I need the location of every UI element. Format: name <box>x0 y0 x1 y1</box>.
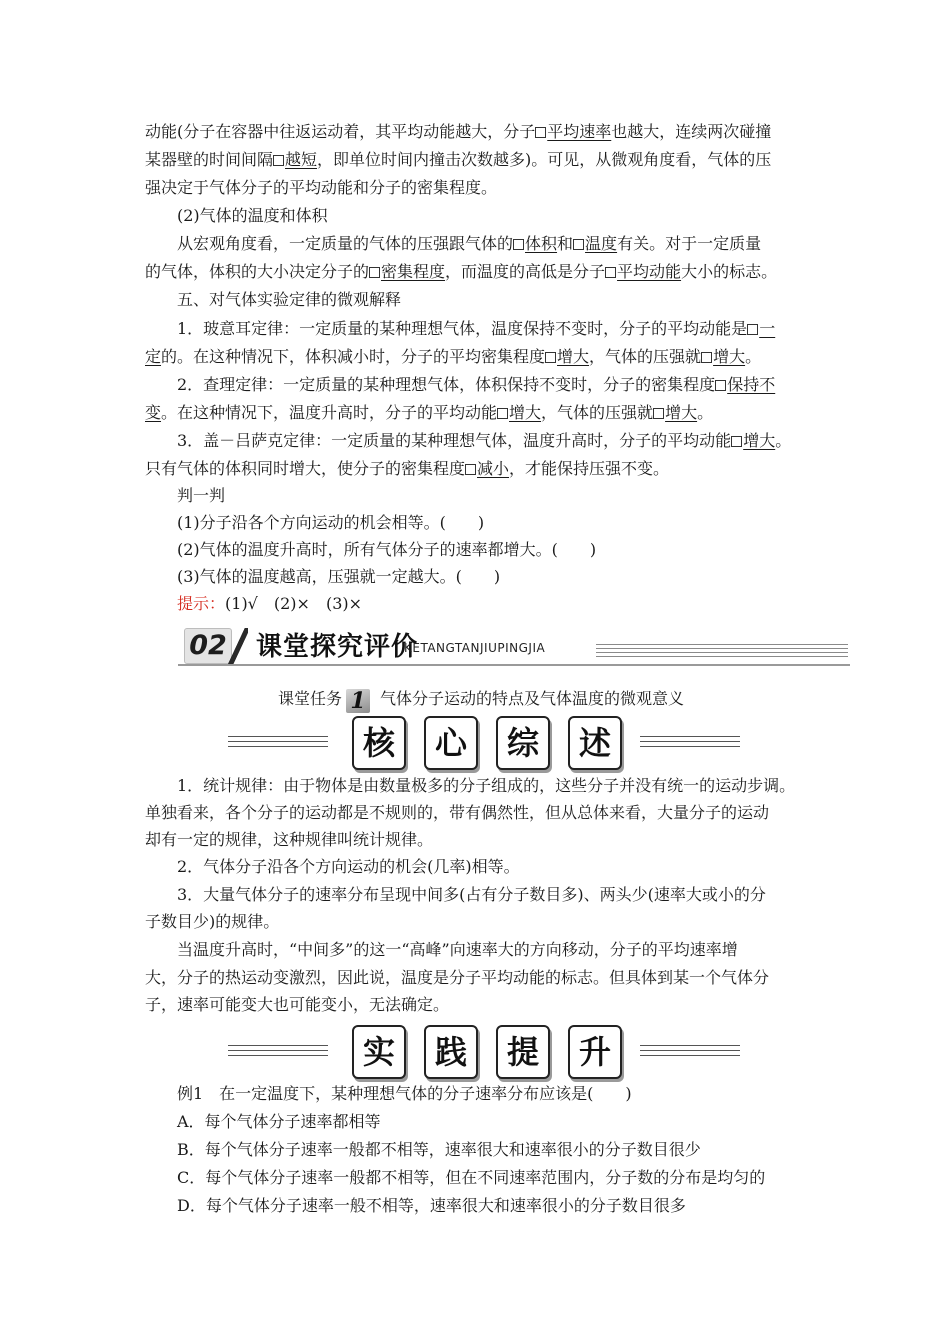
hint-answers: (1)√ (2)× (3)× <box>225 594 363 613</box>
fill-blank <box>715 375 775 394</box>
banner-lines-decoration <box>596 644 848 658</box>
blank-box-icon <box>513 239 524 250</box>
blank-answer: 体积 <box>525 234 558 253</box>
banner-underline <box>178 664 850 666</box>
text: ，即单位时间内撞击次数越多)。可见，从微观角度看，气体的压 <box>317 150 772 169</box>
core-p3-line1: 3．大量气体分子的速率分布呈现中间多(占有分子数目多)、两头少(速率大或小的分 <box>177 885 766 904</box>
blank-answer: 变 <box>145 403 162 422</box>
task-title-line <box>278 686 684 713</box>
law3-line1 <box>177 430 847 452</box>
blank-answer: 温度 <box>585 234 618 253</box>
fill-blank <box>545 347 589 366</box>
judge-item-2: (2)气体的温度升高时，所有气体分子的速率都增大。( ) <box>177 540 597 559</box>
text: 的气体，体积的大小决定分子的 <box>145 262 370 281</box>
text: 的。在这种情况下，体积减小时，分子的平均密集程度 <box>161 347 546 366</box>
para2-line2 <box>145 261 815 283</box>
blank-box-icon <box>653 408 664 419</box>
fill-blank <box>605 262 681 281</box>
header-char: 核 <box>352 716 406 770</box>
blank-box-icon <box>731 436 742 447</box>
section-title: 课堂探究评价 <box>256 632 419 662</box>
text: ，气体的压强就 <box>589 347 702 366</box>
blank-answer: 增大 <box>713 347 746 366</box>
section-pinyin: KETANGTANJIUPINGJIA <box>404 641 546 655</box>
text: 。 <box>697 403 714 422</box>
practice-header <box>228 1025 748 1081</box>
header-lines-left <box>228 736 328 748</box>
blank-box-icon <box>535 127 546 138</box>
header-char: 综 <box>496 716 550 770</box>
header-char: 提 <box>496 1025 550 1079</box>
text: ，气体的压强就 <box>541 403 654 422</box>
header-lines-left <box>228 1045 328 1057</box>
text: 从宏观角度看，一定质量的气体的压强跟气体的 <box>177 234 514 253</box>
example-option-a: A．每个气体分子速率都相等 <box>177 1112 381 1131</box>
header-char: 心 <box>424 716 478 770</box>
blank-answer: 减小 <box>477 459 510 478</box>
text: 。在这种情况下，温度升高时，分子的平均动能 <box>161 403 498 422</box>
core-p1-line2: 单独看来，各个分子的运动都是不规则的，带有偶然性，但从总体来看，大量分子的运动 <box>145 803 770 822</box>
fill-blank <box>653 403 697 422</box>
law1-line1 <box>177 318 847 340</box>
blank-answer: 平均速率 <box>547 122 612 141</box>
blank-box-icon <box>701 352 712 363</box>
core-p4-line3: 子，速率可能变大也可能变小，无法确定。 <box>145 995 450 1014</box>
judge-item-3: (3)气体的温度越高，压强就一定越大。( ) <box>177 567 501 586</box>
para2-line1 <box>177 233 847 255</box>
blank-box-icon <box>715 380 726 391</box>
text: 。 <box>745 347 762 366</box>
fill-blank <box>731 431 775 450</box>
header-char: 述 <box>568 716 622 770</box>
law2-line1 <box>177 374 847 396</box>
fill-blank <box>701 347 745 366</box>
section5-heading: 五、对气体实验定律的微观解释 <box>177 290 402 309</box>
judge-hint <box>177 593 847 615</box>
law3-line2 <box>145 458 815 480</box>
section-number: 02 <box>184 628 232 664</box>
blank-box-icon <box>465 464 476 475</box>
core-p2: 2．气体分子沿各个方向运动的机会(几率)相等。 <box>177 857 520 876</box>
text: 某器壁的时间间隔 <box>145 150 274 169</box>
example-stem: 例1 在一定温度下，某种理想气体的分子速率分布应该是( ) <box>177 1084 632 1103</box>
judge-item-1: (1)分子沿各个方向运动的机会相等。( ) <box>177 513 485 532</box>
blank-answer: 密集程度 <box>381 262 446 281</box>
para1-line2 <box>145 149 815 171</box>
text: 只有气体的体积同时增大，使分子的密集程度 <box>145 459 466 478</box>
fill-blank <box>465 459 509 478</box>
header-chars <box>352 716 622 772</box>
text: 3．盖－吕萨克定律：一定质量的某种理想气体，温度升高时，分子的平均动能 <box>177 431 732 450</box>
text: 有关。对于一定质量 <box>617 234 762 253</box>
section-banner <box>178 624 850 668</box>
core-p1-line3: 却有一定的规律，这种规律叫统计规律。 <box>145 830 434 849</box>
core-summary-header <box>228 716 748 772</box>
judge-heading: 判一判 <box>177 486 226 505</box>
blank-box-icon <box>369 267 380 278</box>
fill-blank <box>273 150 317 169</box>
blank-box-icon <box>497 408 508 419</box>
fill-blank <box>535 122 611 141</box>
blank-box-icon <box>747 324 758 335</box>
core-p3-line2: 子数目少)的规律。 <box>145 912 280 931</box>
blank-box-icon <box>545 352 556 363</box>
text: 2．查理定律：一定质量的某种理想气体，体积保持不变时，分子的密集程度 <box>177 375 716 394</box>
text: 动能(分子在容器中往返运动着，其平均动能越大，分子 <box>145 122 536 141</box>
blank-box-icon <box>573 239 584 250</box>
banner-slash-decoration <box>228 628 248 664</box>
header-char: 实 <box>352 1025 406 1079</box>
text: 和 <box>557 234 574 253</box>
fill-blank <box>573 234 617 253</box>
fill-blank <box>513 234 557 253</box>
blank-answer: 越短 <box>285 150 318 169</box>
blank-answer: 增大 <box>665 403 698 422</box>
hint-label: 提示： <box>177 594 226 613</box>
text: 。 <box>775 431 792 450</box>
blank-box-icon <box>273 155 284 166</box>
text: 1．玻意耳定律：一定质量的某种理想气体，温度保持不变时，分子的平均动能是 <box>177 319 748 338</box>
core-p4-line1: 当温度升高时，“中间多”的这一“高峰”向速率大的方向移动，分子的平均速率增 <box>177 940 738 959</box>
example-option-b: B．每个气体分子速率一般都不相等，速率很大和速率很小的分子数目很少 <box>177 1140 701 1159</box>
blank-answer: 定 <box>145 347 162 366</box>
header-lines-right <box>640 1045 740 1057</box>
core-p1-line1: 1．统计规律：由于物体是由数量极多的分子组成的，这些分子并没有统一的运动步调。 <box>177 776 796 795</box>
header-char: 践 <box>424 1025 478 1079</box>
para1-line1 <box>145 121 815 143</box>
task-number-badge: 1 <box>346 689 370 713</box>
header-char: 升 <box>568 1025 622 1079</box>
example-option-d: D．每个气体分子速率一般不相等，速率很大和速率很小的分子数目很多 <box>177 1196 686 1215</box>
header-chars <box>352 1025 622 1081</box>
core-p4-line2: 大，分子的热运动变激烈，因此说，温度是分子平均动能的标志。但具体到某一个气体分 <box>145 968 770 987</box>
law1-line2 <box>145 346 815 368</box>
text: ，才能保持压强不变。 <box>509 459 670 478</box>
fill-blank <box>497 403 541 422</box>
blank-answer: 保持不 <box>727 375 776 394</box>
text: 也越大，连续两次碰撞 <box>611 122 772 141</box>
blank-answer: 增大 <box>557 347 590 366</box>
law2-line2 <box>145 402 815 424</box>
fill-blank <box>369 262 445 281</box>
blank-answer: 一 <box>759 319 776 338</box>
blank-answer: 平均动能 <box>617 262 682 281</box>
header-lines-right <box>640 736 740 748</box>
text: 大小的标志。 <box>681 262 778 281</box>
para1-line3: 强决定于气体分子的平均动能和分子的密集程度。 <box>145 178 498 197</box>
blank-answer: 增大 <box>509 403 542 422</box>
blank-answer: 增大 <box>743 431 776 450</box>
example-option-c: C．每个气体分子速率一般都不相等，但在不同速率范围内，分子数的分布是均匀的 <box>177 1168 766 1187</box>
fill-blank <box>747 319 775 338</box>
blank-box-icon <box>605 267 616 278</box>
para2-heading: (2)气体的温度和体积 <box>177 206 328 225</box>
text: ，而温度的高低是分子 <box>445 262 606 281</box>
task-title: 气体分子运动的特点及气体温度的微观意义 <box>380 689 685 708</box>
task-prefix: 课堂任务 <box>278 689 343 708</box>
